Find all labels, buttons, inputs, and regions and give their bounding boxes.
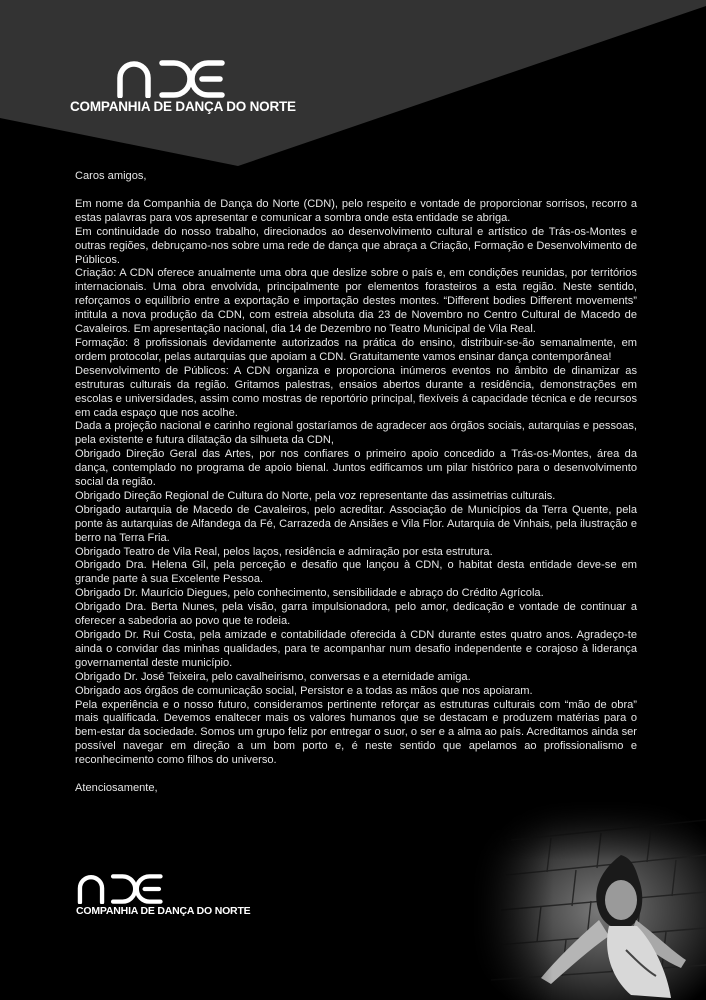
ade-logo-mark-footer	[76, 874, 166, 904]
paragraph-thanks-berta: Obrigado Dra. Berta Nunes, pela visão, garra impulsionadora, pelo amor, dedicação e vontade de continuar a oferecer a sabedoria ao povo que te rodeia.	[75, 601, 637, 628]
paragraph-thanks-intro: Dada a projeção nacional e carinho regional gostaríamos de agradecer aos órgãos sociais, autarquias e pessoas, pela existente e futura dilatação da silhueta da CDN,	[75, 420, 637, 447]
paragraph-training: Formação: 8 profissionais devidamente autorizados na prática do ensino, distribuir-se-ão semanalmente, em ordem protocolar, pelas autarquias que apoiam a CDN. Gratuitamente vamos ensinar dança contemporânea!	[75, 336, 637, 363]
company-logo	[70, 60, 296, 114]
letter-greeting: Caros amigos,	[75, 170, 147, 182]
paragraph-intro: Em nome da Companhia de Dança do Norte (CDN), pelo respeito e vontade de proporcionar sorrisos, recorro a estas palavras para vos apresentar e comunicar a sombra onde esta entidade se abriga.	[75, 197, 637, 224]
letter-closing: Atenciosamente,	[75, 782, 158, 795]
company-name: COMPANHIA DE DANÇA DO NORTE	[70, 99, 296, 114]
footer-company-name: COMPANHIA DE DANÇA DO NORTE	[76, 905, 251, 917]
dancer-photo	[471, 800, 706, 1000]
paragraph-thanks-macedo: Obrigado autarquia de Macedo de Cavaleiros, pelo acreditar. Associação de Municípios da Terra Quente, pela ponte às autarquias de Alfandega da Fé, Carrazeda de Ansiães e Vila Flor. Autarquia de Vinhais, pela ilustração e berro na Terra Fria.	[75, 503, 637, 544]
paragraph-thanks-jose: Obrigado Dr. José Teixeira, pelo cavalheirismo, conversas e a eternidade amiga.	[75, 670, 471, 683]
letter-body	[75, 170, 637, 807]
paragraph-continuity: Em continuidade do nosso trabalho, direcionados ao desenvolvimento cultural e artístico de Trás-os-Montes e outras regiões, debruçamo-nos sobre uma rede de dança que abraça a Criação, Formação e Desenvolvimento de Públicos.	[75, 225, 637, 266]
paragraph-thanks-dga: Obrigado Direção Geral das Artes, por nos confiares o primeiro apoio concedido a Trás-os-Montes, área da dança, contemplado no programa de apoio bienal. Juntos edificamos um pilar histórico para o desenvolvimento social da região.	[75, 448, 637, 489]
paragraph-thanks-rui: Obrigado Dr. Rui Costa, pela amizade e contabilidade oferecida à CDN durante estes quatro anos. Agradeço-te ainda o convidar das minhas qualidades, para te acompanhar num desafio independente e corajoso à liderança governamental deste município.	[75, 629, 637, 669]
paragraph-thanks-media: Obrigado aos órgãos de comunicação social, Persistor e a todas as mãos que nos apoiaram.	[75, 684, 533, 697]
paragraph-thanks-teatro: Obrigado Teatro de Vila Real, pelos laços, residência e admiração por esta estrutura.	[75, 545, 493, 558]
letter-paragraphs	[75, 198, 637, 768]
paragraph-creation: Criação: A CDN oferece anualmente uma obra que deslize sobre o país e, em condições reunidas, por territórios internacionais. Uma obra envolvida, principalmente por elementos forasteiros a esta região. Neste sentido, reforçamos o equilíbrio entre a exportação e importação destes montes. “Different bodies Different movements” intitula a nova produção da CDN, com estreia absoluta dia 23 de Novembro no Centro Cultural de Macedo de Cavaleiros. Em apresentação nacional, dia 14 de Dezembro no Teatro Municipal de Vila Real.	[75, 267, 637, 336]
paragraph-thanks-drcn: Obrigado Direção Regional de Cultura do Norte, pela voz representante das assimetrias culturais.	[75, 489, 556, 502]
paragraph-audience: Desenvolvimento de Públicos: A CDN organiza e proporciona inúmeros eventos no âmbito de dinamizar as estruturas culturais da região. Gritamos palestras, ensaios abertos durante a residência, demonstrações em escolas e universidades, assim como mostras de reportório principal, flexíveis á capacidade técnica e de recursos em cada espaço que nos acolhe.	[75, 364, 637, 419]
paragraph-conclusion: Pela experiência e o nosso futuro, consideramos pertinente reforçar as estruturas culturais com “mão de obra” mais qualificada. Devemos enaltecer mais os valores humanos que se destacam e produzem matérias para o bem-estar da sociedade. Somos um grupo feliz por entregar o suor, o ser e a alma ao país. Acreditamos ainda ser possível navegar em direção a um bom porto e, é neste sentido que apelamos ao profissionalismo e reconhecimento como filhos do universo.	[75, 698, 637, 767]
paragraph-thanks-mauricio: Obrigado Dr. Maurício Diegues, pelo conhecimento, sensibilidade e abraço do Crédito Agrícola.	[75, 587, 544, 600]
ade-logo-mark	[116, 60, 228, 98]
paragraph-thanks-helena: Obrigado Dra. Helena Gil, pela perceção e desafio que lançou à CDN, o habitat desta entidade deve-se em grande parte à sua Excelente Pessoa.	[75, 559, 637, 586]
footer-logo	[76, 874, 250, 917]
